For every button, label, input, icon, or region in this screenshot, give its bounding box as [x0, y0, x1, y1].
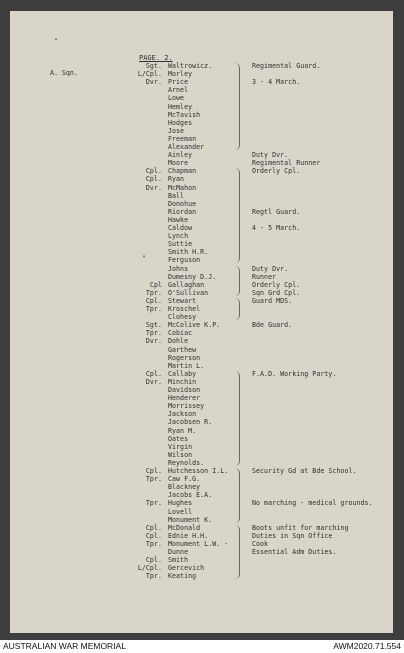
roster-rank: Tpr. [145, 329, 162, 338]
roster-name: Ednie H.H. [168, 531, 209, 540]
duty-note: Essential Adm Duties. [252, 548, 337, 556]
roster-name: Clohesy [168, 313, 197, 322]
duty-note: Duty Dvr. [252, 264, 289, 273]
roster-name: Moore [168, 159, 189, 168]
group-bracket [234, 63, 240, 150]
roster-name: Kroschel [168, 305, 201, 313]
roster-name: Garthew [168, 345, 197, 354]
roster-name: Gallaghan [168, 280, 205, 289]
roster-name: Lowe [168, 94, 185, 103]
duty-note: Orderly Cpl. [252, 167, 301, 176]
roster-name: Dumesny D.J. [168, 272, 217, 281]
roster-name: Caldow [168, 224, 193, 232]
group-bracket [234, 298, 240, 320]
roster-name: O'Sullivan [168, 288, 209, 297]
duty-note: Regimental Runner [252, 159, 321, 168]
roster-name: Ainley [168, 151, 193, 160]
group-bracket [234, 168, 240, 263]
roster-rank: L/Cpl. [137, 564, 162, 573]
roster-name: Keating [168, 572, 197, 581]
roster-name: Donohue [168, 199, 197, 208]
roster-name: Minchin [168, 377, 197, 386]
roster-rank: Cpl. [145, 296, 162, 305]
roster-rank: Cpl. [145, 523, 162, 532]
footer-credit: AUSTRALIAN WAR MEMORIAL [3, 641, 126, 651]
roster-name: Virgin [168, 442, 193, 451]
duty-note: Duties in Sqn Office [252, 531, 333, 540]
roster-name: Henderer [168, 394, 201, 403]
roster-name: Cobiac [168, 329, 193, 338]
roster-name: McColive K.P. [168, 321, 221, 330]
roster-name: Hawke [168, 215, 189, 224]
roster-rank: Dvr. [145, 377, 162, 386]
roster-rank: Cpl. [145, 175, 162, 184]
roster-name: Chapman [168, 167, 197, 176]
page-title: PAGE. 2. [139, 54, 173, 62]
footer-bar [0, 640, 404, 653]
roster-name: Lynch [168, 232, 189, 241]
roster-name: Jacobs E.A. [168, 491, 213, 500]
roster-name: Arnel [168, 86, 189, 95]
roster-rank: Dvr. [145, 337, 162, 346]
margin-mark: " [142, 255, 146, 262]
roster-name: Johns [168, 264, 189, 273]
roster-rank: Dvr. [145, 78, 162, 87]
roster-name: Morrissey [168, 402, 205, 411]
roster-name: Hughes [168, 499, 193, 508]
roster-name: Smith H.R. [168, 248, 209, 257]
roster-rank: Cpl [149, 280, 162, 289]
roster-name: Callaby [168, 369, 197, 378]
group-bracket [234, 468, 240, 523]
roster-rank: Cpl. [145, 167, 162, 176]
roster-rank: Sgt. [145, 321, 162, 330]
roster-name: Jacobsen R. [168, 418, 213, 427]
roster-name: Freeman [168, 134, 197, 143]
duty-note: Runner [252, 272, 277, 281]
roster-name: Caw F.G. [168, 475, 201, 484]
duty-note: 4 - 5 March. [252, 224, 301, 232]
document-page [10, 11, 393, 633]
roster-name: Ferguson [168, 256, 201, 265]
footer-id: AWM2020.71.554 [333, 641, 401, 651]
roster-name: Wilson [168, 450, 193, 459]
roster-name: Hodges [168, 118, 193, 127]
roster-name: Blackney [168, 483, 201, 492]
roster-rank: Tpr. [145, 539, 162, 548]
roster-rank: Tpr. [145, 572, 162, 581]
roster-name: Hutchesson I.L. [168, 467, 229, 475]
duty-note: Cook [252, 539, 269, 548]
duty-note: Security Gd at Bde School. [252, 467, 357, 475]
roster-rank: L/Cpl. [137, 70, 162, 79]
duty-note: Duty Dvr. [252, 151, 289, 160]
group-bracket [234, 371, 240, 466]
roster-name: Monument K. [168, 515, 213, 524]
roster-name: Smith [168, 556, 189, 565]
roster-name: McDonald [168, 523, 201, 532]
roster-rank: Tpr. [145, 475, 162, 484]
roster-rank: Cpl. [145, 467, 162, 475]
roster-name: McTavish [168, 110, 201, 119]
duty-note: No marching - medical grounds. [252, 499, 373, 508]
roster-name: Reynolds. [168, 458, 205, 467]
duty-note: Sqn Grd Cpl. [252, 288, 301, 297]
roster-name: Lovell [168, 507, 193, 516]
roster-name: Waltrowicz. [168, 62, 213, 70]
roster-rank: Tpr. [145, 288, 162, 297]
roster-name: Dohle [168, 337, 189, 346]
duty-note: Regimental Guard. [252, 62, 321, 70]
duty-note: Bde Guard. [252, 321, 293, 330]
roster-name: Ryan [168, 175, 185, 184]
roster-rank: Tpr. [145, 499, 162, 508]
roster-name: Ball [168, 191, 185, 200]
roster-name: Jose [168, 126, 185, 135]
roster-rank: Cpl. [145, 531, 162, 540]
roster-name: Monument L.W. - [168, 539, 229, 548]
roster-name: Riordan [168, 207, 197, 216]
roster-name: Price [168, 78, 189, 87]
roster-name: Jackson [168, 410, 197, 419]
roster-name: Morley [168, 70, 193, 79]
duty-note: Guard MDS. [252, 296, 293, 305]
roster-name: Dunne [168, 548, 189, 556]
group-bracket [234, 266, 240, 296]
roster-name: Davidson [168, 386, 201, 394]
squadron-label: A. Sqn. [50, 69, 78, 77]
roster-rank: Sgt. [145, 62, 162, 70]
roster-name: McMahon [168, 183, 197, 192]
duty-note: Regtl Guard. [252, 207, 301, 216]
roster-name: Oates [168, 434, 189, 443]
roster-rank: Cpl. [145, 556, 162, 565]
duty-note: 3 - 4 March. [252, 78, 301, 87]
roster-rank: Cpl. [145, 369, 162, 378]
roster-rank: Tpr. [145, 305, 162, 313]
corner-mark: " [54, 38, 58, 45]
roster-name: Ryan M. [168, 426, 197, 435]
roster-name: Rogerson [168, 353, 201, 362]
roster-name: Suttie [168, 240, 193, 249]
roster-name: Stewart [168, 296, 197, 305]
roster-name: Martin L. [168, 361, 205, 370]
roster-name: Gercevich [168, 564, 205, 573]
group-bracket [234, 525, 240, 580]
duty-note: F.A.D. Working Party. [252, 369, 337, 378]
duty-note: Orderly Cpl. [252, 280, 301, 289]
roster-name: Alexander [168, 143, 205, 151]
roster-name: Hemley [168, 102, 193, 111]
roster-rank: Dvr. [145, 183, 162, 192]
duty-note: Boots unfit for marching [252, 523, 349, 532]
